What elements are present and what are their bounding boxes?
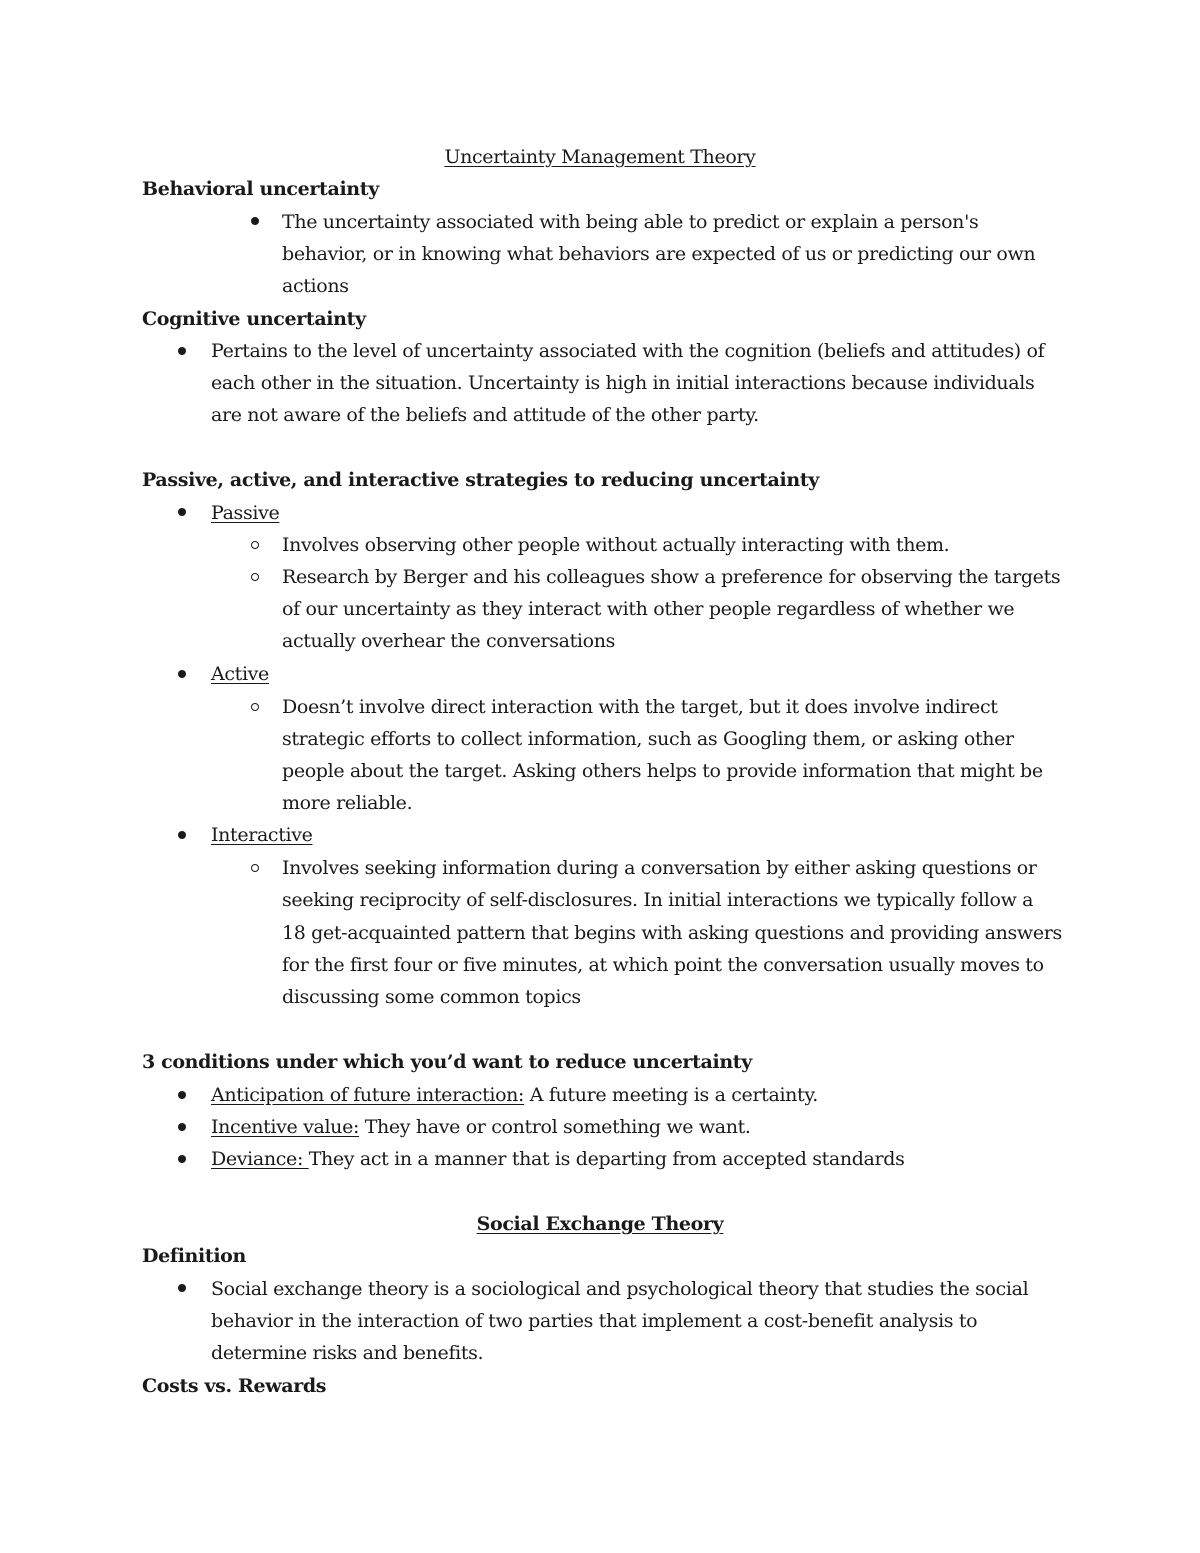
paragraph-line: Involves seeking information during a conversation by either asking questions or: [282, 857, 1037, 879]
bullet-icon: [178, 1155, 186, 1163]
bullet-icon: [178, 1091, 186, 1099]
condition-text: They act in a manner that is departing from accepted standards: [308, 1148, 905, 1170]
paragraph-line: actions: [282, 275, 349, 297]
paragraph-line: The uncertainty associated with being able to predict or explain a person's: [282, 211, 979, 233]
paragraph-line: Pertains to the level of uncertainty associated with the cognition (beliefs and attitudes) of: [211, 340, 1045, 362]
paragraph-line: Involves observing other people without actually interacting with them.: [282, 534, 950, 556]
bullet-icon: [178, 508, 186, 516]
paragraph-line: Doesn’t involve direct interaction with the target, but it does involve indirect: [282, 696, 998, 718]
paragraph-line: strategic efforts to collect information, such as Googling them, or asking other: [282, 728, 1014, 750]
bullet-icon: [178, 831, 186, 839]
condition-text: They have or control something we want.: [359, 1116, 751, 1138]
bullet-icon: [178, 347, 186, 355]
paragraph-line: for the first four or five minutes, at which point the conversation usually moves to: [282, 954, 1044, 976]
paragraph-line: Research by Berger and his colleagues show a preference for observing the targets: [282, 566, 1061, 588]
paragraph-line: each other in the situation. Uncertainty is high in initial interactions because individuals: [211, 372, 1035, 394]
section-heading-strategies: Passive, active, and interactive strategies to reducing uncertainty: [142, 469, 819, 491]
bullet-icon: [251, 217, 259, 225]
paragraph-line: actually overhear the conversations: [282, 630, 616, 652]
paragraph-line: are not aware of the beliefs and attitude of the other party.: [211, 404, 759, 426]
strategy-label-active: Active: [211, 663, 269, 685]
section-heading-costs-rewards: Costs vs. Rewards: [142, 1375, 327, 1397]
paragraph-line: discussing some common topics: [282, 986, 581, 1008]
condition-term: Anticipation of future interaction:: [211, 1084, 525, 1106]
paragraph-line: 18 get-acquainted pattern that begins with asking questions and providing answers: [282, 922, 1062, 944]
page-title: Uncertainty Management Theory: [444, 146, 756, 168]
paragraph-line: more reliable.: [282, 792, 413, 814]
condition-item: [211, 1079, 818, 1111]
section-heading-conditions: 3 conditions under which you’d want to reduce uncertainty: [142, 1051, 752, 1073]
condition-item: [211, 1111, 751, 1143]
bullet-icon: [178, 1284, 186, 1292]
sub-bullet-icon: [251, 703, 259, 711]
strategy-label-passive: Passive: [211, 502, 280, 524]
paragraph-line: determine risks and benefits.: [211, 1342, 484, 1364]
section-heading-cognitive: Cognitive uncertainty: [142, 308, 366, 330]
paragraph-line: behavior, or in knowing what behaviors are expected of us or predicting our own: [282, 243, 1036, 265]
section-heading-behavioral: Behavioral uncertainty: [142, 178, 379, 200]
paragraph-line: people about the target. Asking others helps to provide information that might be: [282, 760, 1043, 782]
bullet-icon: [178, 1123, 186, 1131]
sub-bullet-icon: [251, 541, 259, 549]
section-heading-definition: Definition: [142, 1245, 246, 1267]
condition-text: A future meeting is a certainty.: [524, 1084, 818, 1106]
bullet-icon: [178, 670, 186, 678]
sub-bullet-icon: [251, 573, 259, 581]
sub-bullet-icon: [251, 864, 259, 872]
condition-term: Deviance:: [211, 1148, 309, 1170]
paragraph-line: seeking reciprocity of self-disclosures. In initial interactions we typically follow a: [282, 889, 1034, 911]
section-title-social-exchange: Social Exchange Theory: [476, 1213, 724, 1235]
condition-item: [211, 1143, 904, 1175]
paragraph-line: Social exchange theory is a sociological and psychological theory that studies the social: [211, 1278, 1029, 1300]
paragraph-line: of our uncertainty as they interact with other people regardless of whether we: [282, 598, 1015, 620]
condition-term: Incentive value:: [211, 1116, 360, 1138]
strategy-label-interactive: Interactive: [211, 824, 313, 846]
paragraph-line: behavior in the interaction of two parties that implement a cost-benefit analysis to: [211, 1310, 978, 1332]
